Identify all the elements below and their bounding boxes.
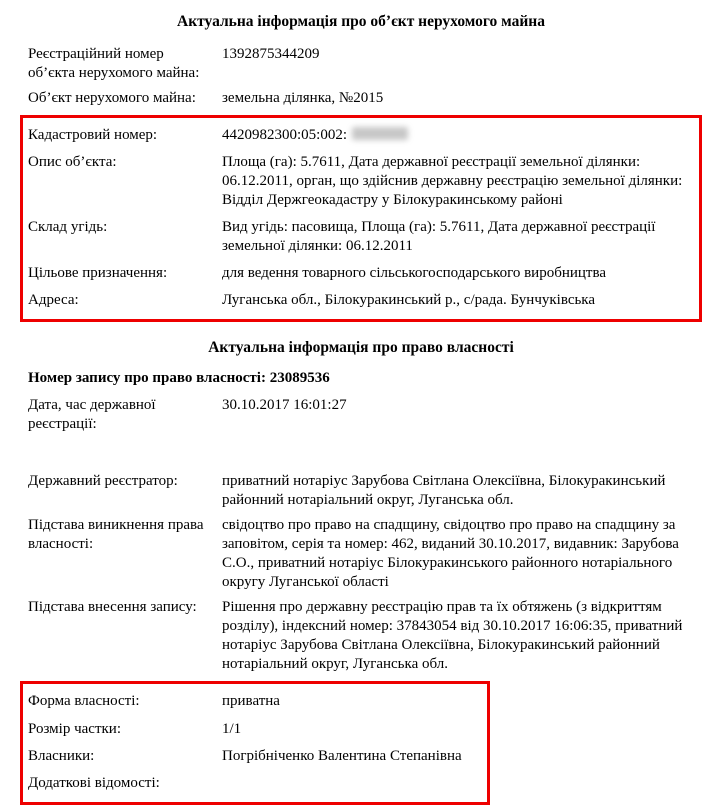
field-label-owners: Власники:	[28, 747, 95, 764]
field-label-registration-datetime: Дата, час державної реєстрації:	[28, 396, 156, 432]
field-row-state-registrar	[0, 469, 722, 513]
field-value-object-description: Площа (га): 5.7611, Дата державної реєстрації земельної ділянки: 06.12.2011, орган, що здійснив державну реєстрацію земельної ділянки: Відділ Держгеокадастру у Білокуракинському районі	[222, 153, 683, 208]
section-title-ownership: Актуальна інформація про право власності	[208, 339, 514, 357]
field-row-object-description	[28, 149, 693, 214]
field-row-owners	[28, 743, 481, 770]
ownership-record-number: Номер запису про право власності: 23089536	[28, 369, 330, 386]
field-row-land-composition	[28, 214, 693, 260]
field-row-ownership-form	[28, 688, 481, 715]
field-value-state-registrar: приватний нотаріус Зарубова Світлана Олексіївна, Білокуракинський районний нотаріальний округ, Луганська обл.	[222, 473, 666, 509]
field-value-land-composition: Вид угідь: пасовища, Площа (га): 5.7611, Дата державної реєстрації земельної ділянки: 06.12.2011	[222, 219, 656, 255]
field-value-object-type: земельна ділянка, №2015	[222, 89, 384, 106]
field-label-registration-number: Реєстраційний номер об’єкта нерухомого майна:	[28, 45, 200, 81]
field-row-share-size	[28, 716, 481, 743]
field-row-registration-number	[0, 42, 722, 86]
field-row-object-type	[0, 86, 722, 111]
cadastral-number-visible-part: 4420982300:05:002:	[222, 126, 348, 143]
field-value-cadastral-number	[222, 126, 693, 145]
field-value-ownership-form: приватна	[222, 693, 280, 710]
field-value-registration-datetime: 30.10.2017 16:01:27	[222, 396, 347, 413]
redacted-cadastral-digits	[352, 127, 408, 140]
highlight-box-ownership-summary	[20, 681, 490, 804]
field-row-ownership-ground	[0, 513, 722, 595]
field-row-cadastral-number	[28, 122, 693, 149]
field-value-share-size: 1/1	[222, 720, 242, 737]
field-label-designated-purpose: Цільове призначення:	[28, 265, 168, 282]
field-value-registration-number: 1392875344209	[222, 45, 320, 62]
field-value-address: Луганська обл., Білокуракинський р., с/рада. Бунчуківська	[222, 292, 596, 309]
field-row-record-basis	[0, 595, 722, 677]
field-value-owners: Погрібніченко Валентина Степанівна	[222, 747, 462, 764]
field-value-ownership-ground: свідоцтво про право на спадщину, свідоцтво про право на спадщину за заповітом, серія та номер: 462, виданий 30.10.2017, видавник: Зарубова С.О., приватний нотаріус Білокуракинського районного нотаріального округу Луганської області	[222, 517, 679, 591]
field-row-additional-info	[28, 770, 481, 797]
field-label-cadastral-number: Кадастровий номер:	[28, 126, 158, 143]
field-row-designated-purpose	[28, 260, 693, 287]
field-label-record-basis: Підстава внесення запису:	[28, 599, 197, 616]
field-label-state-registrar: Державний реєстратор:	[28, 473, 178, 489]
field-label-land-composition: Склад угідь:	[28, 219, 108, 235]
field-row-address	[28, 287, 693, 314]
field-label-additional-info: Додаткові відомості:	[28, 774, 160, 791]
field-label-share-size: Розмір частки:	[28, 720, 121, 737]
vertical-gap	[0, 437, 722, 469]
field-label-address: Адреса:	[28, 292, 79, 309]
highlight-box-object-details	[20, 115, 702, 322]
field-label-ownership-ground: Підстава виникнення права власності:	[28, 517, 204, 553]
field-row-registration-datetime	[0, 393, 722, 437]
section-title-object: Актуальна інформація про об’єкт нерухомого майна	[177, 13, 545, 30]
field-value-record-basis: Рішення про державну реєстрацію прав та їх обтяжень (з відкриттям розділу), індексний номер: 37843054 від 30.10.2017 16:06:35, приватний нотаріус Зарубова Світлана Олексіївна, Білокуракинський районний нотаріальний округ, Луганська обл.	[222, 599, 683, 673]
field-label-object-description: Опис об’єкта:	[28, 153, 117, 170]
field-label-ownership-form: Форма власності:	[28, 693, 140, 710]
field-value-designated-purpose: для ведення товарного сільськогосподарського виробництва	[222, 265, 607, 282]
field-label-object-type: Об’єкт нерухомого майна:	[28, 89, 196, 106]
